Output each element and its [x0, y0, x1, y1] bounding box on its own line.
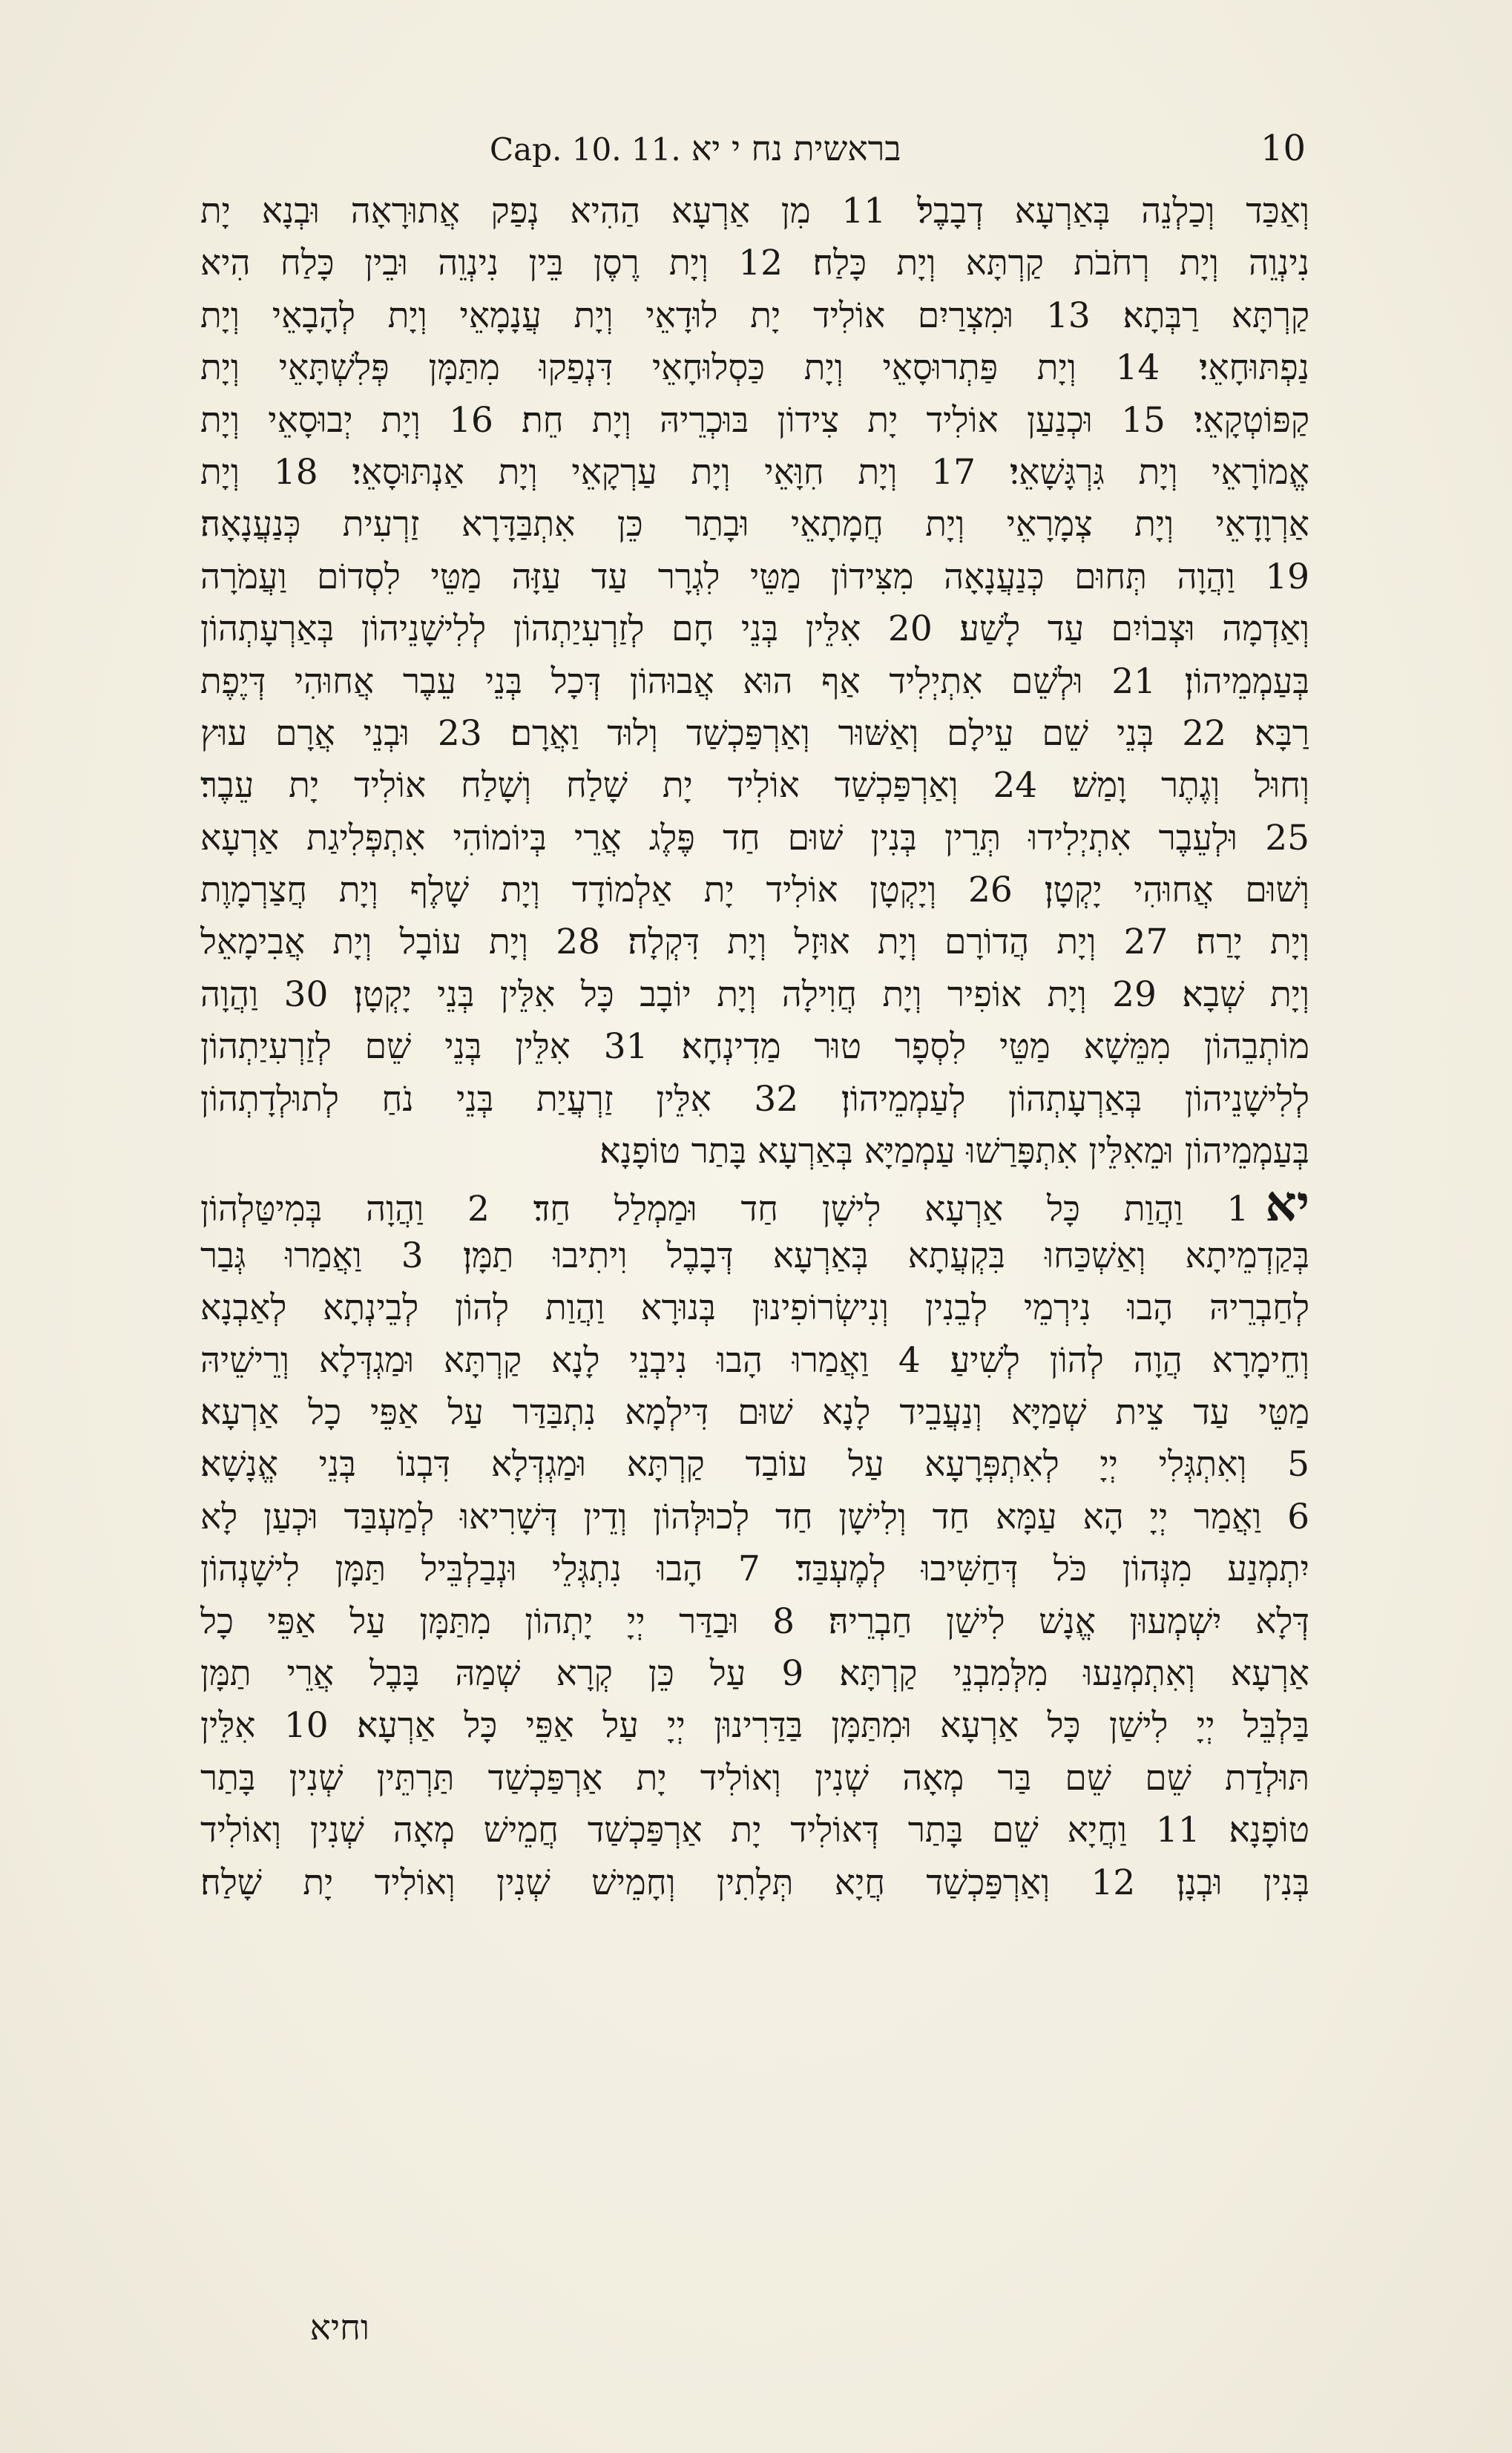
text-line: קַפּוֹטְקָאֵי׃ 15 וּכְנַעַן אוֹלִיד יָת צִידוֹן בּוּכְרֵיהּ וְיָת חֵת׃ 16 וְיָת יְבוּסָאֵי וְיָת: [200, 399, 1309, 441]
text-line: וְחוּל וְגֶתֶר וָמַשׁ׃ 24 וְאַרְפַּכְשַׁד אוֹלִיד יָת שָׁלַח וְשָׁלַח אוֹלִיד יָת עֵבֶר׃: [200, 765, 1309, 807]
text-line: וְחֵימָרָא הֲוָה לְהוֹן לְשִׁיעַ׃ 4 וַאֲמַרוּ הָבוּ נִיבְנֵי לָנָא קַרְתָּא וּמַגְדְּלָא וְרֵישֵׁיהּ: [200, 1339, 1309, 1381]
text-line: וְיָת יָרַח׃ 27 וְיָת הֲדוֹרָם וְיָת אוּזָל וְיָת דִּקְלָה׃ 28 וְיָת עוֹבָל וְיָת אֲבִימָאֵל: [200, 922, 1309, 963]
text-line: 25 וּלְעֵבֶר אִתְיְלִידוּ תְּרֵין בְּנִין שׁוּם חַד פֶּלֶג אֲרֵי בְּיוֹמוֹהִי אִתְפְּלִיגַת אַרְעָא: [200, 817, 1309, 858]
text-line: בְּנִין וּבְנָן׃ 12 וְאַרְפַּכְשַׁד חֲיָא תְּלָתִין וְחָמֵישׁ שְׁנִין וְאוֹלִיד יָת שָׁלַח׃: [200, 1862, 1309, 1903]
text-line: 5 וְאִתְגְּלִי יְיָ לְאִתְפְּרָעָא עַל עוֹבַד קַרְתָּא וּמַגְדְּלָא דִּבְנוֹ בְּנֵי אֱנָשָׁא׃: [200, 1444, 1309, 1485]
hebrew-title: בראשית נח י יא: [691, 128, 901, 168]
text-line: נִינְוֵה וְיָת רְחֹבֹת קַרְתָּא וְיָת כָּלַח׃ 12 וְיָת רֶסֶן בֵּין נִינְוֵה וּבֵין כָּלַח הִיא: [200, 243, 1309, 284]
text-line: 6 וַאֲמַר יְיָ הָא עַמָּא חַד וְלִישָׁן חַד לְכוּלְּהוֹן וְדֵין דְּשָׁרִיאוּ לְמַעְבַּד וּכְעַן לָא: [200, 1496, 1309, 1537]
text-line: תּוּלְדַת שֵׁם שֵׁם בַּר מְאָה שְׁנִין וְאוֹלִיד יָת אַרְפַּכְשַׁד תַּרְתֵּין שְׁנִין בָּתַר: [200, 1757, 1309, 1799]
text-line: בְּקַדְמֵיתָא וְאַשְׁכַּחוּ בִּקְעֲתָא בְּאַרְעָא דְּבָבֶל וִיתִיבוּ תַמָּן׃ 3 וַאֲמַרוּ גְּבַר: [200, 1235, 1309, 1276]
text-line: יִתְמְנַע מִנְּהוֹן כֹּל דְּחַשִּׁיבוּ לְמֶעְבַּד׃ 7 הָבוּ נִתְגְּלֵי וּנְבַלְבֵּיל תַּמָּן לִישָׁנְהוֹן: [200, 1549, 1309, 1590]
text-line: מוֹתְבֵהוֹן מִמֵּשָׁא מַטֵּי לִסְפָר טוּר מַדִינְחָא׃ 31 אִלֵּין בְּנֵי שֵׁם לְזַרְעִיַתְהוֹן: [200, 1026, 1309, 1068]
text-line: בְּעַמְמֵיהוֹן וּמֵאִלֵּין אִתְפָּרַשׁוּ עַמְמַיָּא בְּאַרְעָא בָּתַר טוֹפָנָא׃: [599, 1131, 1309, 1172]
text-line: וְאַכַּד וְכַלְנֵה בְּאַרְעָא דְבָבֶל׃ 11 מִן אַרְעָא הַהִיא נְפַק אֲתוּרָאָה וּבְנָא יָת: [200, 191, 1309, 231]
text-line: קַרְתָּא רַבְּתָא׃ 13 וּמִצְרַיִם אוֹלִיד יָת לוּדָאֵי וְיָת עֲנָמָאֵי וְיָת לְהָבָאֵי וְיָת: [200, 295, 1309, 336]
text-line: וְשׁוּם אֲחוּהִי יָקְטָן׃ 26 וְיָקְטָן אוֹלִיד יָת אַלְמוֹדָד וְיָת שָׁלֶף וְיָת חֲצַרְמָוֶת: [200, 870, 1309, 911]
body-text: [200, 185, 1309, 1909]
text-line: דְּלָא יִשְׁמְעוּן אֱנָשׁ לִישַׁן חַבְרֵיהּ׃ 8 וּבַדַּר יְיָ יָתְהוֹן מִתַּמָּן עַל אַפֵּי כָל: [200, 1600, 1309, 1642]
chapter-start-line: [200, 1178, 1309, 1229]
text-line: בְּעַמְמֵיהוֹן׃ 21 וּלְשֵׁם אִתְיְלִיד אַף הוּא אֲבוּהוֹן דְּכָל בְּנֵי עֵבֶר אֲחוּהִי דְּיֶפֶת: [200, 660, 1309, 702]
text-line: וְאַדְמָה וּצְבוֹיִם עַד לָשַׁע׃ 20 אִלֵּין בְּנֵי חָם לְזַרְעִיַתְהוֹן לְלִישָׁנֵיהוֹן בְּאַרְעָתְהוֹן: [200, 608, 1309, 650]
text-line: לְחַבְרֵיהּ הָבוּ נִירְמֵי לְבֵנִין וְנִישְׂרוֹפִינוּן בְּנוּרָא וַהֲוַת לְהוֹן לְבֵינְתָא לְאַבְנָא: [200, 1287, 1309, 1329]
text-line-content: 1 וַהֲוַת כָּל אַרְעָא לִישָׁן חַד וּמַמְלַל חַד׃ 2 וַהֲוָה בְּמִיטַּלְהוֹן: [200, 1189, 1249, 1230]
page-header: [490, 119, 1306, 178]
chapter-reference: Cap. 10. 11.: [490, 131, 681, 168]
text-line: אַרְוָדָאֵי וְיָת צְמָרָאֵי וְיָת חֲמָתָאֵי וּבָתַר כֵּן אִתְבַּדָּרָא זַרְעִית כְּנַעֲנָאָה׃: [200, 504, 1309, 545]
text-line: אַרְעָא וְאִתְמְנַעוּ מִלְּמִבְנֵי קַרְתָּא׃ 9 עַל כֵּן קְרָא שְׁמַהּ בָּבֶל אֲרֵי תַמָּן: [200, 1652, 1309, 1694]
text-line: לְלִישָׁנֵיהוֹן בְּאַרְעָתְהוֹן לְעַמְמֵיהוֹן׃ 32 אִלֵּין זַרְעֲיַת בְּנֵי נֹחַ לְתוּלְדָתְהוֹן: [200, 1078, 1309, 1120]
text-line: נַפְתּוּחָאֵי׃ 14 וְיָת פַּתְרוּסָאֵי וְיָת כַּסְלוּחָאֵי דִּנְפַקוּ מִתַּמָּן פְּלִשְׁתָּאֵי וְיָת: [200, 347, 1309, 389]
text-line: 19 וַהֲוָה תְּחוּם כְּנַעֲנָאָה מִצִּידוֹן מַטֵּי לִגְרָר עַד עַזָּה מַטֵּי לִסְדוֹם וַעֲמֹרָה: [200, 556, 1309, 597]
text-line: רַבָּא׃ 22 בְּנֵי שֵׁם עֵילָם וְאַשּׁוּר וְאַרְפַּכְשַׁד וְלוּד וַאֲרָם׃ 23 וּבְנֵי אֲרָם עוּץ: [200, 712, 1309, 754]
chapter-marker: יא: [1265, 1178, 1309, 1230]
catchword: וחיא: [309, 2308, 369, 2348]
text-line: אֱמוֹרָאֵי וְיָת גִּרְגָּשָׁאֵי׃ 17 וְיָת חִוָּאֵי וְיָת עַרְקָאֵי וְיָת אַנְתּוּסָאֵי׃ 18 וְיָת: [200, 451, 1309, 493]
text-line: בַּלְבֵּל יְיָ לִישַׁן כָּל אַרְעָא וּמִתַּמָּן בַּדַּרִינוּן יְיָ עַל אַפֵּי כָּל אַרְעָא׃ 10 אִלֵּין: [200, 1705, 1309, 1747]
page-number: 10: [1260, 128, 1306, 169]
running-head: [490, 119, 901, 180]
text-line: מַטֵּי עַד צֵית שְׁמַיָּא וְנַעֲבֵיד לָנָא שׁוּם דִּילְמָא נִתְבַּדַּר עַל אַפֵּי כָל אַרְעָא׃: [200, 1391, 1309, 1433]
text-line: טוֹפָנָא׃ 11 וַחֲיָא שֵׁם בָּתַר דְּאוֹלִיד יָת אַרְפַּכְשַׁד חֲמֵישׁ מְאָה שְׁנִין וְאוֹלִיד: [200, 1810, 1309, 1851]
text-line: וְיָת שְׁבָא׃ 29 וְיָת אוֹפִיר וְיָת חֲוִילָה וְיָת יוֹבָב כָּל אִלֵּין בְּנֵי יָקְטָן׃ 30 וַהֲוָה: [200, 973, 1309, 1015]
